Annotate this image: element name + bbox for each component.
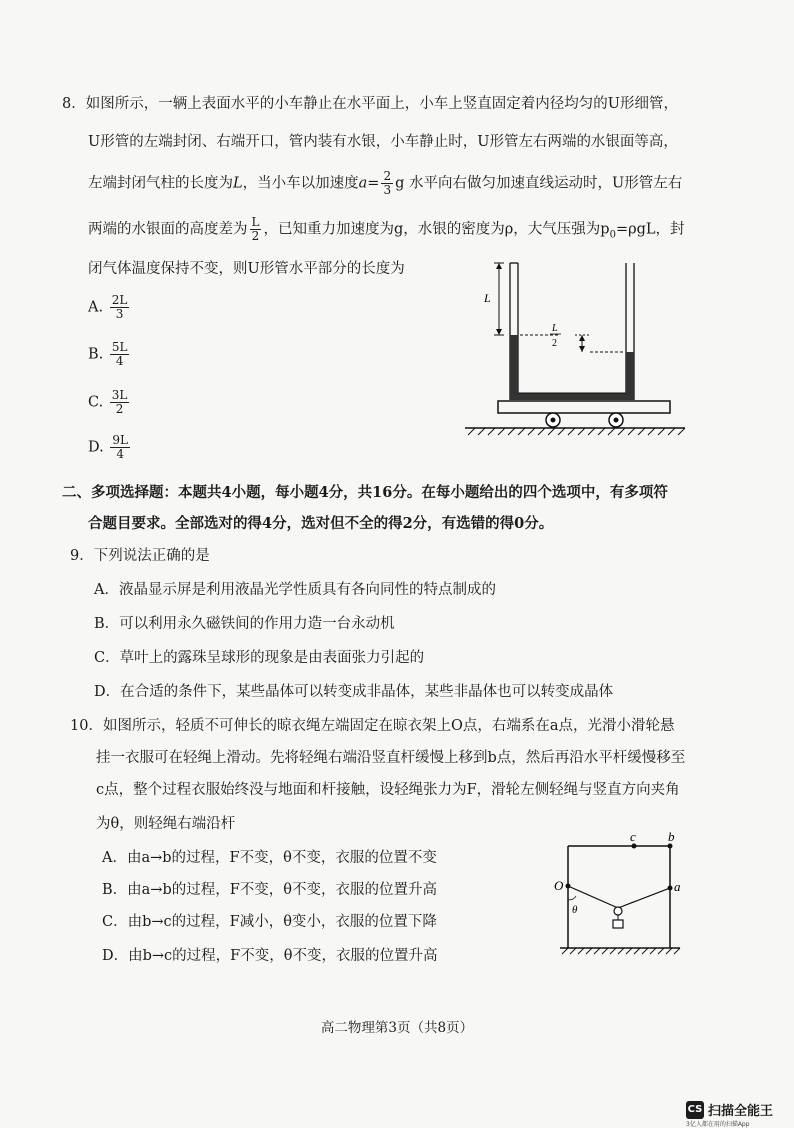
- q10-option-d: D．由b→c的过程，F不变，θ不变，衣服的位置升高: [102, 948, 438, 964]
- point-o-label: O: [554, 878, 564, 893]
- q8-option-d: D. $\frac{9L}{4}$: [88, 433, 128, 461]
- theta-label: θ: [572, 904, 578, 916]
- u-tube-label-half-den: 2: [552, 338, 557, 349]
- q10-option-b: B．由a→b的过程，F不变，θ不变，衣服的位置升高: [102, 882, 438, 898]
- u-tube-label-l: L: [484, 291, 491, 305]
- q8-option-b: B. $\frac{5L}{4}$: [88, 340, 128, 368]
- section2-heading-line2: 合题目要求。全部选对的得4分，选对但不全的得2分，有选错的得0分。: [88, 515, 554, 532]
- q8-line3: 左端封闭气柱的长度为L，当小车以加速度a= $\frac{2}{3}$ g 水平向右做匀加速直线运动时，U形管左右: [88, 169, 683, 197]
- q9-option-d: D．在合适的条件下，某些晶体可以转变成非晶体，某些非晶体也可以转变成晶体: [94, 684, 614, 700]
- q10-line3: c点，整个过程衣服始终没与地面和杆接触，设轻绳张力为F，滑轮左侧轻绳与竖直方向夹角: [96, 782, 680, 798]
- point-b-label: b: [668, 829, 675, 844]
- clothesline-figure: [550, 828, 690, 958]
- q8-line5: 闭气体温度保持不变，则U形管水平部分的长度为: [88, 261, 405, 277]
- u-tube-cart-figure: [460, 255, 690, 450]
- q10-line1: 10．如图所示，轻质不可伸长的晾衣绳左端固定在晾衣架上O点，右端系在a点，光滑小滑轮悬: [70, 718, 675, 734]
- scanner-watermark: [686, 1100, 773, 1119]
- q8-height-fraction: $\frac{L}{2}$: [251, 215, 260, 243]
- q9-option-b: B．可以利用永久磁铁间的作用力造一台永动机: [94, 616, 395, 632]
- scanner-tagline: 3亿人都在用的扫描App: [686, 1121, 750, 1128]
- scanner-app-name: 扫描全能王: [708, 1104, 774, 1119]
- u-tube-label-half-num: L: [552, 323, 558, 334]
- q10-option-a: A．由a→b的过程，F不变，θ不变，衣服的位置不变: [102, 850, 437, 866]
- q9-stem: 9．下列说法正确的是: [70, 548, 210, 564]
- q9-option-a: A．液晶显示屏是利用液晶光学性质具有各向同性的特点制成的: [94, 582, 496, 598]
- q8-line4: 两端的水银面的高度差为 $\frac{L}{2}$ ，已知重力加速度为g，水银的密度为ρ，大气压强为$p_0=\rho gL$，封: [88, 215, 685, 243]
- q10-option-c: C．由b→c的过程，F减小，θ变小，衣服的位置下降: [102, 914, 437, 930]
- q9-option-c: C．草叶上的露珠呈球形的现象是由表面张力引起的: [94, 650, 425, 666]
- page-footer: 高二物理第3页（共8页）: [320, 1020, 474, 1036]
- q10-line4: 为θ，则轻绳右端沿杆: [96, 816, 236, 832]
- point-a-label: a: [674, 879, 681, 894]
- q8-option-c: C. $\frac{3L}{2}$: [88, 388, 128, 416]
- q8-line1: 8．如图所示，一辆上表面水平的小车静止在水平面上，小车上竖直固定着内径均匀的U形细管，: [62, 96, 678, 112]
- q8-accel-fraction: $\frac{2}{3}$: [383, 169, 392, 197]
- q8-option-a: A. $\frac{2L}{3}$: [88, 293, 128, 321]
- q8-line2: U形管的左端封闭、右端开口，管内装有水银，小车静止时，U形管左右两端的水银面等高，: [88, 134, 678, 150]
- q10-line2: 挂一衣服可在轻绳上滑动。先将轻绳右端沿竖直杆缓慢上移到b点，然后再沿水平杆缓慢移至: [96, 750, 686, 766]
- section2-heading-line1: 二、多项选择题：本题共4小题，每小题4分，共16分。在每小题给出的四个选项中，有多项符: [62, 484, 668, 501]
- scanner-logo-icon: CS: [686, 1101, 704, 1119]
- point-c-label: c: [630, 829, 636, 844]
